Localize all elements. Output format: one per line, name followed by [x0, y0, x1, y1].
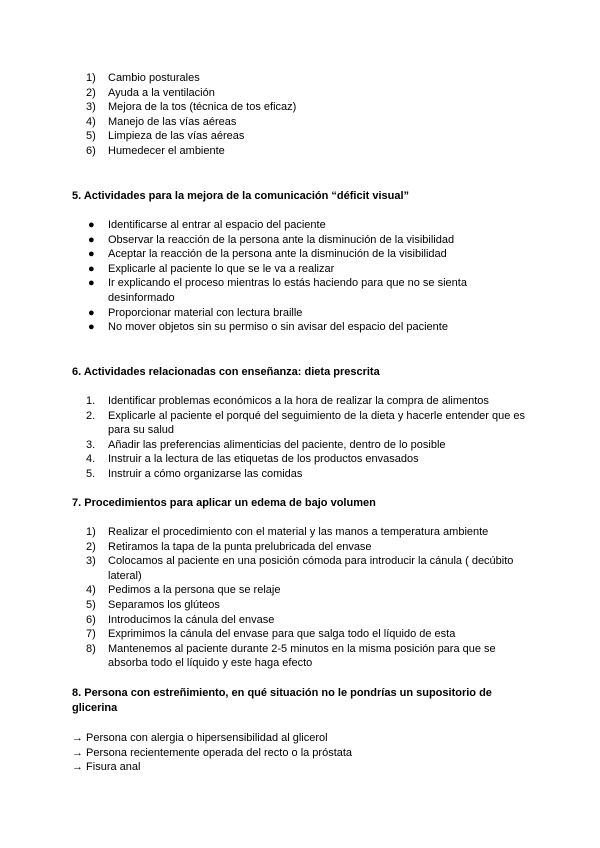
- list-item: ● Proporcionar material con lectura braille: [88, 306, 303, 319]
- list-item: 7) Exprimimos la cánula del envase para que salga todo el líquido de esta: [86, 628, 456, 641]
- list-item: 1) Realizar el procedimiento con el material y las manos a temperatura ambiente: [86, 526, 489, 538]
- list-item: → Persona recientemente operada del recto o la próstata: [72, 746, 353, 759]
- section-8-heading: 8. Persona con estreñimiento, en qué situación no le pondrías un supositorio de glicerina: [72, 687, 492, 714]
- section-6-list: [72, 394, 532, 482]
- list-item: 5) Limpieza de las vías aéreas: [86, 130, 245, 143]
- section-7-list: [72, 525, 532, 671]
- list-item: 8) Mantenemos al paciente durante 2-5 minutos en la misma posición para que se absorba todo el líquido y este haga efecto: [86, 642, 496, 670]
- list-item: → Persona con alergia o hipersensibilidad al glicerol: [72, 732, 328, 744]
- list-item: 1. Identificar problemas económicos a la hora de realizar la compra de alimentos: [86, 395, 489, 407]
- list-item: ● Aceptar la reacción de la persona ante la disminución de la visibilidad: [88, 248, 447, 261]
- list-item: ● Observar la reacción de la persona ante la disminución de la visibilidad: [88, 233, 455, 246]
- list-item: ● Identificarse al entrar al espacio del paciente: [88, 219, 326, 231]
- list-item: 2) Ayuda a la ventilación: [86, 86, 215, 99]
- section-5-heading: 5. Actividades para la mejora de la comunicación “déficit visual”: [72, 190, 410, 202]
- list-item: 2) Retiramos la tapa de la punta prelubricada del envase: [86, 540, 372, 553]
- section-8-list: [72, 731, 532, 775]
- list-item: 3) Colocamos al paciente en una posición cómoda para introducir la cánula ( decúbito lateral): [86, 555, 514, 582]
- section-5-list: [72, 218, 532, 335]
- list-item: 6) Humedecer el ambiente: [86, 144, 225, 157]
- list-item: 1) Cambio posturales: [86, 72, 200, 84]
- list-item: 5) Separamos los glúteos: [86, 598, 220, 611]
- list-item: 4) Pedimos a la persona que se relaje: [86, 584, 281, 597]
- list-item: 3) Mejora de la tos (técnica de tos eficaz): [86, 101, 297, 114]
- section-6-heading: 6. Actividades relacionadas con enseñanza: dieta prescrita: [72, 366, 380, 378]
- list-item: 2. Explicarle al paciente el porqué del seguimiento de la dieta y hacerle entender que es para su salud: [86, 409, 526, 437]
- respiratory-care-list: [72, 71, 532, 159]
- list-item: 4) Manejo de las vías aéreas: [86, 115, 237, 128]
- list-item: ● No mover objetos sin su permiso o sin avisar del espacio del paciente: [88, 321, 448, 334]
- list-item: ● Explicarle al paciente lo que se le va a realizar: [88, 262, 335, 275]
- list-item: ● Ir explicando el proceso mientras lo estás haciendo para que no se sienta desinformado: [88, 277, 467, 304]
- section-7-heading: 7. Procedimientos para aplicar un edema de bajo volumen: [72, 497, 376, 509]
- list-item: 6) Introducimos la cánula del envase: [86, 613, 275, 626]
- list-item: 3. Añadir las preferencias alimenticias del paciente, dentro de lo posible: [86, 438, 446, 451]
- list-item: → Fisura anal: [72, 761, 141, 774]
- list-item: 5. Instruir a cómo organizarse las comidas: [86, 467, 303, 480]
- list-item: 4. Instruir a la lectura de las etiquetas de los productos envasados: [86, 453, 419, 466]
